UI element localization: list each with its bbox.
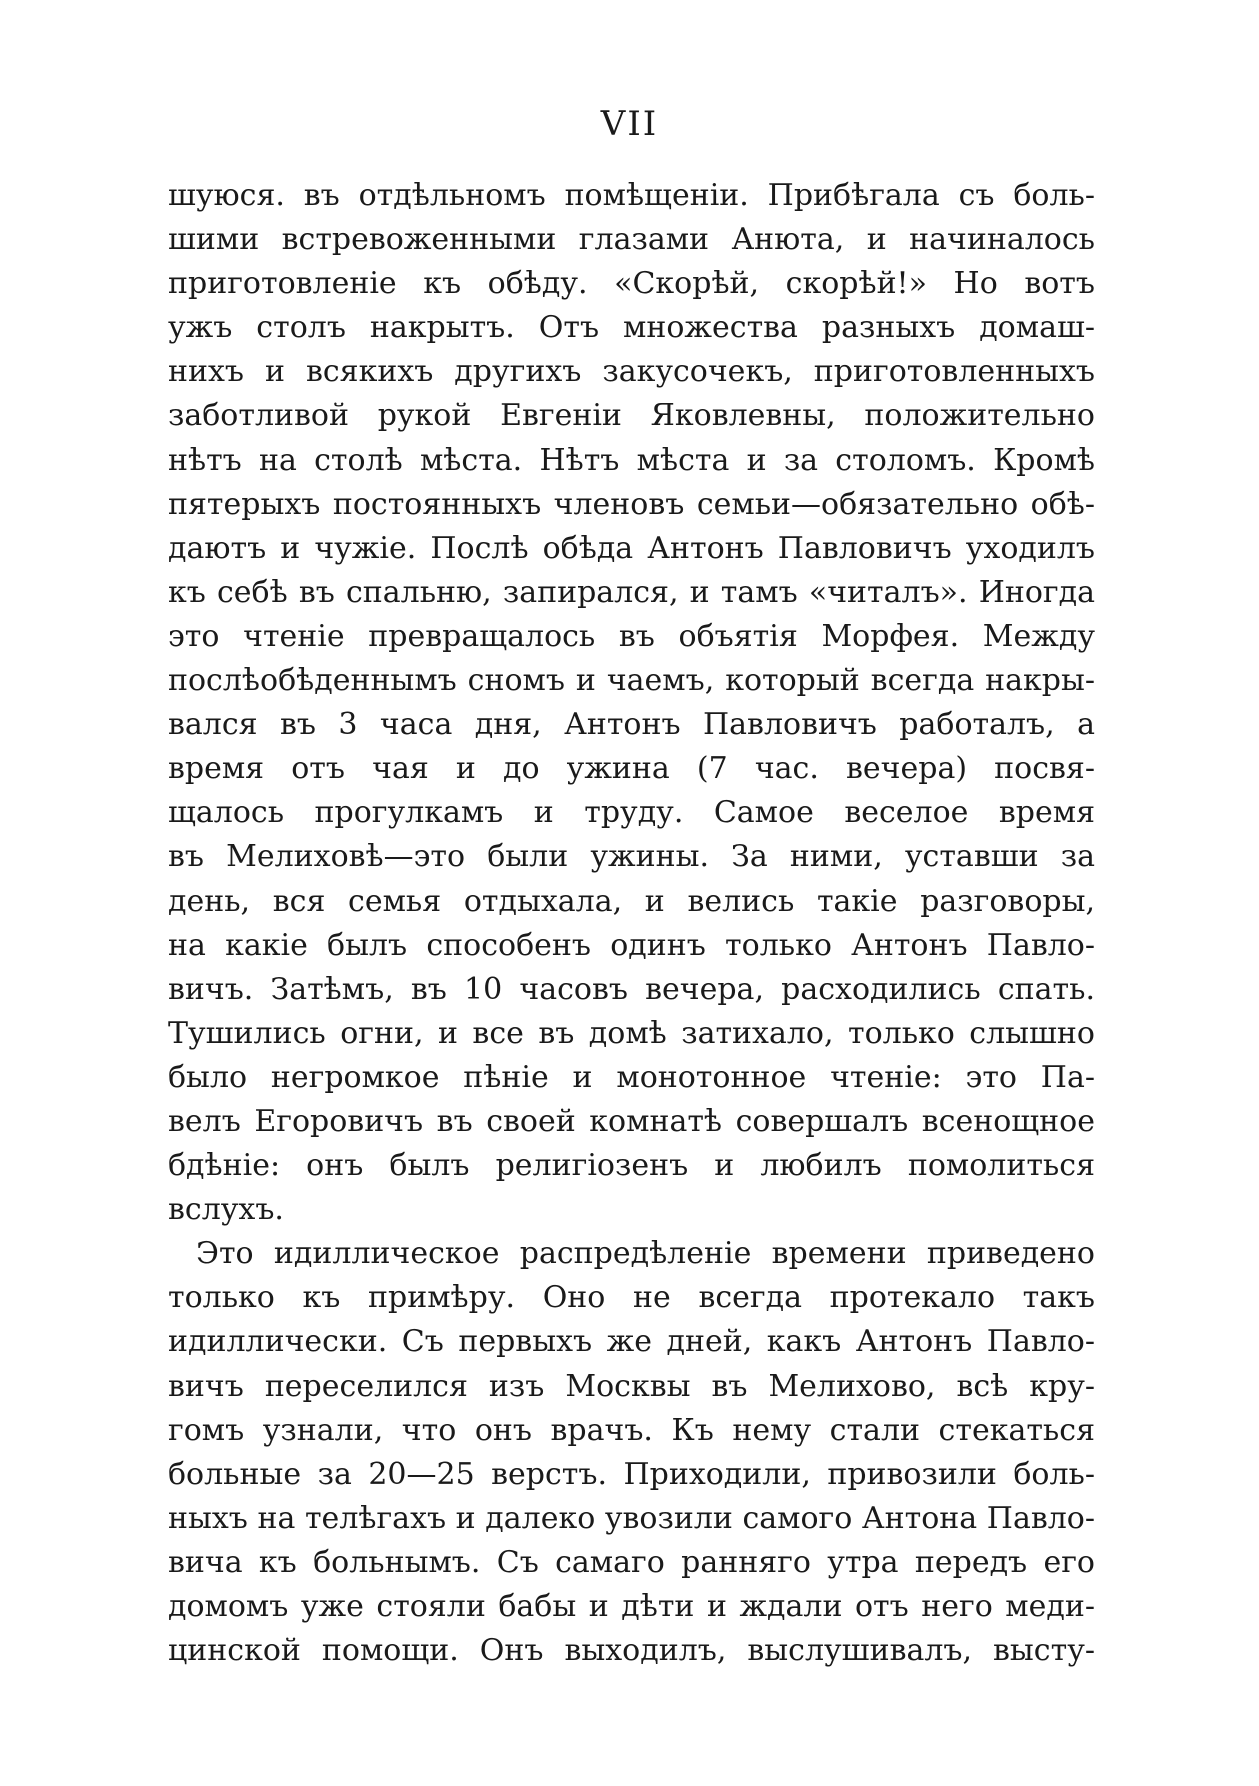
text-line: Тушились огни, и все въ домѣ затихало, только слышно [168,1015,1095,1051]
text-line: даютъ и чужiе. Послѣ обѣда Антонъ Павловичъ уходилъ [168,530,1095,566]
text-line: гомъ узнали, что онъ врачъ. Къ нему стали стекаться [168,1412,1095,1448]
text-line: вичъ переселился изъ Москвы въ Мелихово, всѣ кру- [168,1368,1095,1404]
paragraph-end-line: вслухъ. [168,1192,284,1228]
text-line: щалось прогулкамъ и труду. Самое веселое время [168,795,1095,831]
text-line: это чтенiе превращалось въ объятiя Морфея. Между [168,618,1095,654]
text-line: цинской помощи. Онъ выходилъ, выслушивалъ, высту- [168,1633,1095,1669]
text-line: нѣтъ на столѣ мѣста. Нѣтъ мѣста и за столомъ. Кромѣ [168,442,1095,478]
text-line: шими встревоженными глазами Анюта, и начиналось [168,222,1095,258]
text-line: велъ Егоровичъ въ своей комнатѣ совершалъ всенощное [168,1103,1095,1139]
text-line: приготовленiе къ обѣду. «Скорѣй, скорѣй!» Но вотъ [168,266,1095,302]
text-line: вичъ. Затѣмъ, въ 10 часовъ вечера, расходились спать. [168,971,1095,1007]
text-line: время отъ чая и до ужина (7 час. вечера) посвя- [168,751,1095,787]
text-line: въ Мелиховѣ—это были ужины. За ними, уставши за [168,839,1095,875]
text-line: нихъ и всякихъ другихъ закусочекъ, приготовленныхъ [168,354,1095,390]
text-line: заботливой рукой Евгенiи Яковлевны, положительно [168,398,1095,434]
text-line: послѣобѣденнымъ сномъ и чаемъ, который всегда накры- [168,663,1095,699]
text-line: къ себѣ въ спальню, запирался, и тамъ «читалъ». Иногда [168,574,1095,610]
text-line: было негромкое пѣнiе и монотонное чтенiе: это Па- [168,1059,1095,1095]
text-line: больные за 20—25 верстъ. Приходили, привозили боль- [168,1456,1095,1492]
text-line: день, вся семья отдыхала, и велись такiе разговоры, [168,883,1095,919]
text-line: только къ примѣру. Оно не всегда протекало такъ [168,1280,1095,1316]
text-line: идиллически. Съ первыхъ же дней, какъ Антонъ Павло- [168,1324,1095,1360]
page-number: VII [600,104,659,144]
text-line: домомъ уже стояли бабы и дѣти и ждали отъ него меди- [168,1589,1095,1624]
text-line: ныхъ на телѣгахъ и далеко увозили самого Антона Павло- [168,1500,1095,1536]
text-line: ужъ столъ накрытъ. Отъ множества разныхъ домаш- [168,310,1095,346]
body-text [168,174,1095,1673]
text-line: вался въ 3 часа дня, Антонъ Павловичъ работалъ, а [168,707,1095,743]
text-line: на какiе былъ способенъ одинъ только Антонъ Павло- [168,927,1095,963]
paragraph-start-line: Это идиллическое распредѣленiе времени приведено [196,1236,1095,1272]
text-line: пятерыхъ постоянныхъ членовъ семьи—обязательно обѣ- [168,486,1095,522]
text-line: шуюся. въ отдѣльномъ помѣщенiи. Прибѣгала съ боль- [168,178,1095,213]
text-line: вича къ больнымъ. Съ самаго ранняго утра передъ его [168,1544,1095,1580]
text-line: бдѣнiе: онъ былъ религiозенъ и любилъ помолиться [168,1148,1095,1184]
